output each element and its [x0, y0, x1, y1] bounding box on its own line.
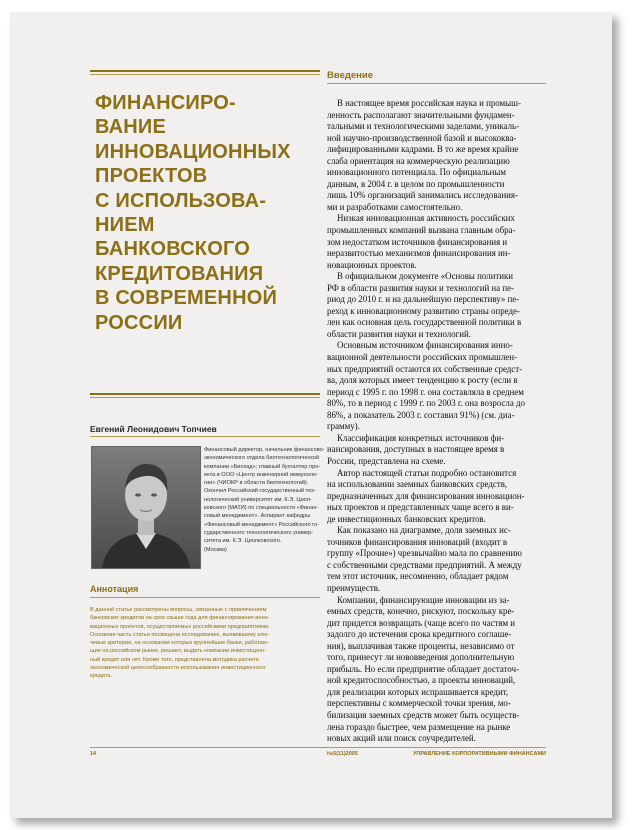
bio-line: совый менеджмент». Аспирант кафедры	[204, 513, 311, 520]
body-line: промышленных компаний вызвана главным обра-	[327, 225, 516, 236]
title-line: КРЕДИТОВАНИЯ	[95, 262, 264, 285]
body-line: предназначенных для финансирования инновацион-	[327, 490, 525, 501]
annotation-line: В данной статье рассмотрены вопросы, связанные с привлечением	[90, 607, 267, 613]
body-line: с собственными средствами предприятий. А между	[327, 559, 522, 570]
body-line: точников финансирования инноваций (входит в	[327, 536, 508, 547]
annotation-line: вационных проектов, осуществляемых российскими предприятиями.	[90, 623, 270, 630]
body-line: лишь 10% организаций занимались исследования-	[327, 190, 518, 201]
body-line: билизация заемных средств может быть осуществ-	[327, 709, 520, 720]
body-line: ва, доля которых имеет тенденцию к росту (если в	[327, 375, 518, 386]
body-line: де инвестиционных банковских кредитов.	[327, 513, 486, 524]
body-line: В официальном документе «Основы политики	[337, 271, 514, 282]
bio-line: Финансовый директор, начальник финансово-	[204, 447, 325, 453]
footer-rule	[90, 747, 546, 748]
annotation-line: Основная часть статьи посвящена исследованию, выявившему клю-	[90, 631, 270, 638]
body-line: грамму).	[327, 421, 360, 432]
body-line: ния), выплачивая также проценты, независимо от	[327, 640, 515, 651]
body-line: инновационного потенциала. По официальным	[327, 167, 506, 178]
body-line: для реализации которых испрашивается кредит,	[327, 686, 509, 697]
body-line: Автор настоящей статьи подробно остановится	[337, 467, 517, 478]
body-line: ных проектов и представленных чаще всего в ви-	[327, 502, 514, 513]
body-line: вационной деятельности российских промышлен-	[327, 352, 517, 363]
body-line: тем этот источник, несомненно, обладает рядом	[327, 571, 509, 582]
bio-line: «Финансовый менеджмент» Российского го-	[204, 521, 320, 528]
body-line: нансирования, доступных в настоящее время в	[327, 444, 505, 455]
body-line: новых акций или поиск соучредителей.	[327, 733, 476, 744]
body-line: области развития науки и технологий.	[327, 328, 471, 339]
body-line: зом недостатком источников финансирования и	[327, 236, 508, 247]
article-body	[327, 98, 546, 745]
body-line: перспективны с коммерческой точки зрения, мо-	[327, 698, 511, 709]
annotation-text	[90, 606, 318, 681]
body-line: неразвитостью механизмов финансирования ин-	[327, 248, 511, 259]
author-name: Евгений Леонидович Топчиев	[90, 424, 217, 434]
body-line: того, принесут ли нововведения дополнительную	[327, 652, 515, 663]
section-heading-intro: Введение	[327, 70, 374, 81]
annotation-line: ный кредит или нет. Кроме того, представлена методика расчета	[90, 656, 259, 663]
title-line: ФИНАНСИРО-	[95, 92, 236, 114]
bio-line: гии» (ЧИОКР в области биотехнологий).	[204, 480, 309, 487]
body-line: дит придется возвращать (чаще всего по частям и	[327, 617, 516, 628]
body-line: лифицированными кадрами. В то же время крайне	[327, 144, 519, 155]
body-line: РФ в области развития науки и технологий на пе-	[327, 282, 514, 293]
body-line: лен как основная цель государственной политики в	[327, 317, 522, 328]
body-line: прибыль. Но если предприятие обладает достаточ-	[327, 663, 520, 674]
annotation-line: чевые критерии, на основании которых крупнейшие банки, работаю-	[90, 640, 269, 647]
title-bottom-rule-thin	[90, 397, 320, 398]
annotation-line: кредита.	[90, 673, 113, 680]
page-number: 14	[90, 751, 97, 757]
annotation-line: экономической целесообразности использования инвестиционного	[90, 665, 266, 672]
body-line: тальными и технологическими заделами, уникаль-	[327, 121, 520, 132]
body-line: ных предприятий остаются их собственные средст-	[327, 363, 523, 374]
body-line: России, представлена на схеме.	[327, 455, 446, 466]
title-bottom-rule	[90, 393, 320, 395]
body-line: Основным источником финансирования инно-	[337, 340, 513, 351]
intro-rule	[327, 83, 546, 84]
body-line: Как показано на диаграмме, доля заемных ис-	[337, 525, 511, 536]
body-line: реход к инновационному развитию страны опреде-	[327, 305, 520, 316]
body-line: ной научно-производственной базой и высококва-	[327, 132, 517, 143]
body-line: слаба ориентация на коммерческую реализацию	[327, 155, 510, 166]
body-line: Классификация конкретных источников фи-	[337, 432, 505, 443]
title-line: РОССИИ	[95, 311, 183, 334]
bio-line: Окончил Российский государственный тех-	[204, 488, 316, 495]
body-line: группу «Прочие») чрезвычайно мала по сравнению	[327, 548, 522, 559]
title-line: ВАНИЕ	[95, 116, 167, 139]
body-line: 80%, то в период с 1999 г. по 2003 г. она возросла до	[327, 398, 525, 409]
annotation-rule	[90, 597, 320, 598]
bio-line: ковского (МАТИ) по специальности «Финан-	[204, 505, 319, 512]
body-line: задолго до истечения срока кредитного соглаше-	[327, 629, 512, 640]
body-line: ми и разработками самостоятельно.	[327, 201, 463, 212]
bio-line: нологический университет им. К.Э. Циол-	[204, 496, 312, 503]
body-line: преимуществ.	[327, 582, 381, 593]
author-photo	[91, 446, 201, 569]
author-rule	[90, 436, 320, 437]
body-line: 86%, а показатель 2003 г. составил 91%) (см. диа-	[327, 409, 515, 420]
bio-line: (Москва)	[204, 546, 227, 553]
body-line: период с 1995 г. по 1998 г. она составляла в среднем	[327, 386, 524, 397]
body-line: риод до 2010 г. и на дальнейшую перспективу» пе-	[327, 294, 520, 305]
body-line: емных средств, конечно, рискуют, поскольку кре-	[327, 606, 515, 617]
journal-name: УПРАВЛЕНИЕ КОРПОРАТИВНЫМИ ФИНАНСАМИ	[412, 751, 546, 757]
bio-line: сударственного технологического универ-	[204, 529, 314, 536]
annotation-heading: Аннотация	[90, 584, 139, 594]
bio-line: екта в ООО «Центр инженерной иммуноло-	[204, 471, 318, 478]
title-line: В СОВРЕМЕННОЙ	[95, 287, 278, 310]
title-top-rule-thin	[90, 74, 320, 75]
title-line: ИННОВАЦИОННЫХ	[95, 140, 291, 163]
title-top-rule	[90, 70, 320, 72]
author-bio	[204, 446, 325, 554]
title-line: НИЕМ	[95, 214, 155, 237]
title-line: ПРОЕКТОВ	[95, 165, 208, 188]
bio-line: компании «Биохад»; главный бухгалтер про-	[204, 463, 321, 470]
body-line: Низкая инновационная активность российских	[337, 213, 515, 224]
bio-line: экономического отдела биотехнологической	[204, 455, 320, 462]
title-line: С ИСПОЛЬЗОВА-	[95, 189, 267, 212]
bio-line: ситета им. К.Э. Циолковского.	[204, 538, 282, 545]
article-title	[95, 91, 320, 335]
body-line: ной кредитоспособностью, а проекты инноваций,	[327, 675, 516, 686]
title-line: БАНКОВСКОГО	[95, 238, 250, 261]
body-line: новационных проектов.	[327, 259, 417, 270]
body-line: на использовании заемных банковских средств,	[327, 479, 508, 490]
body-line: В настоящее время российская наука и промыш-	[337, 98, 521, 108]
body-line: ленность располагают значительными фундамен-	[327, 109, 515, 120]
body-line: лена гораздо быстрее, чем размещение на рынке	[327, 721, 511, 732]
issue-number: №5(11)2005	[327, 751, 358, 757]
body-line: данным, в 2004 г. в целом по промышленности	[327, 178, 505, 189]
body-line: Компании, финансирующие инновации из за-	[337, 594, 510, 605]
annotation-line: щие на российском рынке, решают, выдать компании инвестицион-	[90, 648, 266, 655]
annotation-line: банковских кредитов на срок свыше года для финансирования инно-	[90, 615, 270, 622]
